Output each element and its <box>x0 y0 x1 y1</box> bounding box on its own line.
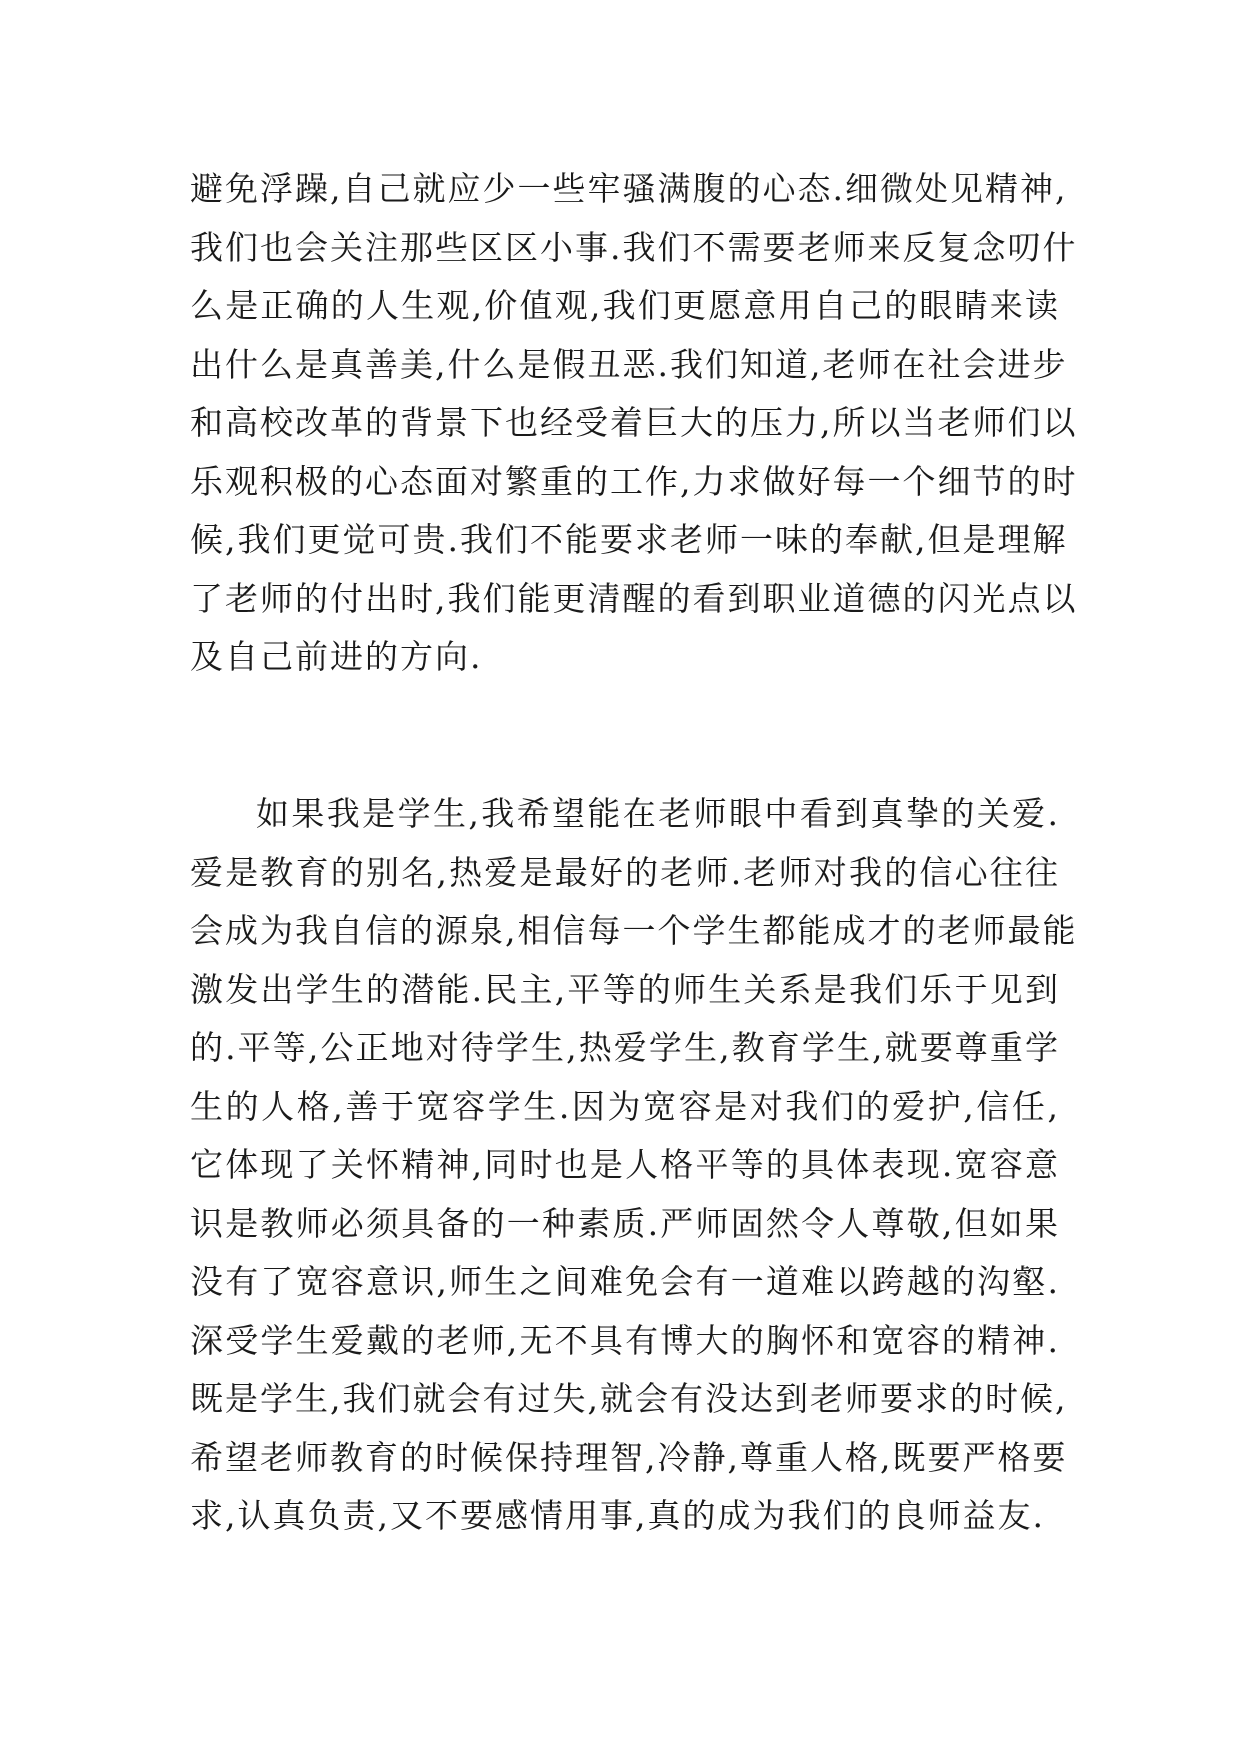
paragraph-line: 和高校改革的背景下也经受着巨大的压力,所以当老师们以 <box>190 403 1078 442</box>
paragraph-line: 避免浮躁,自己就应少一些牢骚满腹的心态.细微处见精神, <box>190 169 1068 208</box>
paragraph-line: 识是教师必须具备的一种素质.严师固然令人尊敬,但如果 <box>190 1203 1060 1243</box>
paragraph-line: 及自己前进的方向. <box>190 637 483 676</box>
paragraph-line: 如果我是学生,我希望能在老师眼中看到真挚的关爱. <box>256 794 1060 833</box>
paragraph-line: 激发出学生的潜能.民主,平等的师生关系是我们乐于见到 <box>190 969 1060 1009</box>
paragraph-line: 乐观积极的心态面对繁重的工作,力求做好每一个细节的时 <box>190 461 1078 501</box>
paragraph-line: 既是学生,我们就会有过失,就会有没达到老师要求的时候, <box>190 1379 1068 1418</box>
paragraph-line: 没有了宽容意识,师生之间难免会有一道难以跨越的沟壑. <box>190 1262 1060 1301</box>
paragraph-line: 爱是教育的别名,热爱是最好的老师.老师对我的信心往往 <box>190 852 1060 892</box>
paragraph-line: 的.平等,公正地对待学生,热爱学生,教育学生,就要尊重学 <box>190 1028 1060 1067</box>
paragraph-line: 出什么是真善美,什么是假丑恶.我们知道,老师在社会进步 <box>190 344 1068 384</box>
paragraph-line: 我们也会关注那些区区小事.我们不需要老师来反复念叨什 <box>190 227 1078 267</box>
paragraph-line: 么是正确的人生观,价值观,我们更愿意用自己的眼睛来读 <box>190 286 1060 325</box>
paragraph-line: 候,我们更觉可贵.我们不能要求老师一味的奉献,但是理解 <box>190 520 1068 559</box>
paragraph-line: 生的人格,善于宽容学生.因为宽容是对我们的爱护,信任, <box>190 1086 1060 1126</box>
paragraph-line: 会成为我自信的源泉,相信每一个学生都能成才的老师最能 <box>190 911 1078 950</box>
paragraph-1 <box>190 160 1078 687</box>
paragraph-line: 它体现了关怀精神,同时也是人格平等的具体表现.宽容意 <box>190 1145 1060 1184</box>
paragraph-line: 求,认真负责,又不要感情用事,真的成为我们的良师益友. <box>190 1496 1045 1535</box>
paragraph-line: 希望老师教育的时候保持理智,冷静,尊重人格,既要严格要 <box>190 1437 1068 1477</box>
paragraph-2 <box>190 785 1078 1546</box>
paragraph-line: 深受学生爱戴的老师,无不具有博大的胸怀和宽容的精神. <box>190 1320 1060 1360</box>
paragraph-line: 了老师的付出时,我们能更清醒的看到职业道德的闪光点以 <box>190 578 1078 618</box>
